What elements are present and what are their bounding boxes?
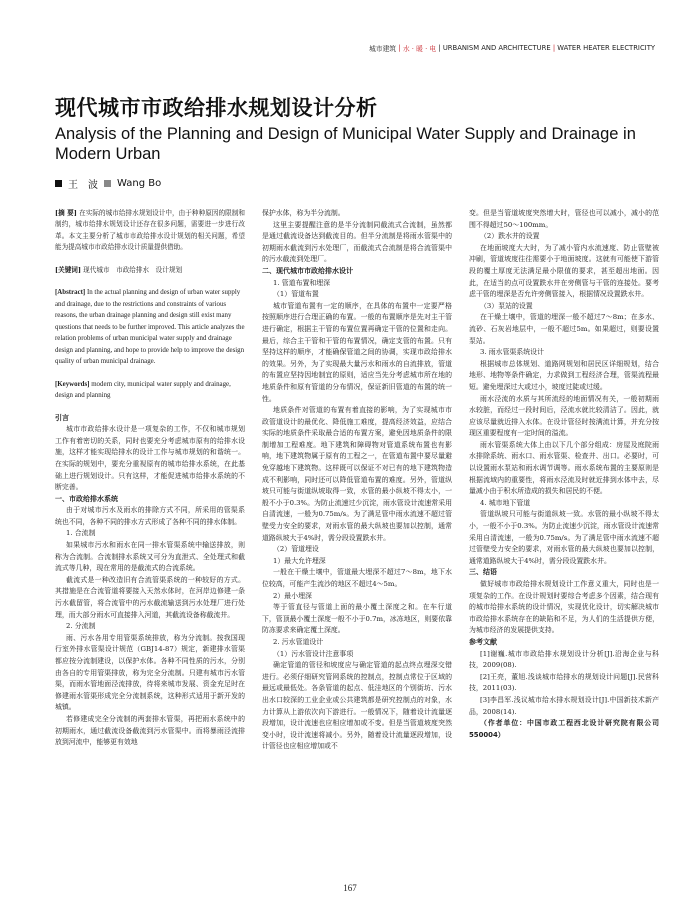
header-sep: |	[552, 44, 556, 52]
header-sep: |	[398, 44, 401, 52]
subsection-heading: 4. 城市地下管道	[480, 498, 531, 507]
subsection-heading: （2）跌水井的设置	[480, 232, 540, 241]
paragraph: 由于对城市污水及雨水的排除方式不同，所采用的管渠系统也不同，各种不同的排水方式形成了各种不同的排水体制。	[55, 506, 245, 526]
subsection-heading: （3）泵站的设置	[480, 301, 533, 310]
article-title-en: Analysis of the Planning and Design of Municipal Water Supply and Drainage in Modern Urban	[55, 125, 636, 163]
running-header	[345, 41, 655, 55]
section-heading: 二、现代城市市政给排水设计	[262, 266, 353, 275]
keywords-en-label: [Keywords]	[55, 380, 90, 388]
paragraph: 雨水泾流的水质与其所流经的地面情况有关，一般初期雨水较脏，而经过一段时间后，泾流水就比较清洁了。因此，就应该尽量就近排入水体。在设计管径时按满流计算，并充分按现区重要程度有一定时间的溢流。	[469, 394, 659, 438]
column-3	[469, 208, 659, 741]
abstract-en-text: In the actual planning and design of urban water supply and drainage, due to the restrictions and constraints of various reasons, the urban drainage planning and design still exist many questions that needs to be further improved. This article analyzes the relation problems of urban municipal water supply and drainage design and planning, and hope to provide help to improve the design quality of urban municipal drainage.	[55, 289, 245, 366]
author-affiliation: （作者单位：中国市政工程西北设计研究院有限公司 550004）	[469, 719, 659, 739]
paragraph: 一般在干燥土壤中，管道最大埋深不超过7～8m，地下水位较高，可能产生流沙的地区不超过4～5m。	[262, 568, 452, 588]
paragraph: 雨、污水各用专用管渠系统排放，称为分流制。按我国现行室外排水管渠设计规范（GBJ14-87）规定，新建排水管渠都应按分流制建设，以保护水体。各种不同性质的污水，分别由各自的专用管渠排放，称为完全分流制。只建有城市污水管渠，而雨水管地面泾流排放，待将来城市发展、资金充足时在修建雨水管渠形成完全分流制系统，这种形式适用于新开发的城镇。	[55, 633, 245, 712]
keywords-cn-text: 现代城市 市政给排水 设计规划	[83, 265, 183, 274]
column-1	[55, 208, 245, 749]
paragraph: 1）最大允许埋深	[273, 556, 326, 565]
subsection-heading: 1. 合流制	[66, 529, 96, 538]
header-sep: |	[438, 44, 441, 52]
paragraph: 根据城市总体规划、道路网规划和居民区详细规划，结合地形、地物等条件确定，力求做到工程经济合理，管渠流程最短。避免埋深过大或过小，坡度过陡或过缓。	[469, 359, 659, 391]
article-title-cn: 现代城市市政给排水规划设计分析	[55, 96, 378, 120]
abstract-en	[55, 287, 245, 368]
author-name-en: Wang Bo	[117, 178, 162, 189]
square-bullet-icon	[104, 180, 111, 187]
paragraph: 城市管道布置有一定的顺序，在具体的布置中一定要严格按照顺序进行合理正确的布置。一般的布置顺序是先对主干管进行确定，根据主干管的布置位置再确定干管的位置和走向。最后，综合主干管和干管的布置情况，确定支管的布置。只有坚持这样的顺序，才能确保管道之间的协调，实现市政给排水的效果。另外，为了实现最大量污水和雨水的自流排放，管道的布置应坚持因地制宜的原则，适应当先分考虑城市所在地的地质条件和原有管道的分布情况，保证新旧管道的布置的统一性。	[262, 301, 452, 403]
keywords-cn-label: [关键词]	[55, 265, 82, 274]
paragraph: 等于管直径与管道上面的最小覆土深度之和。在车行道下，管顶最小覆土深度一般不小于0.7m，冰冻地区，则要依靠防冻要求来确定覆土深度。	[262, 603, 452, 635]
author-name-cn: 王 波	[68, 180, 98, 191]
paragraph: 变。但是当管道坡度突然增大时，管径也可以减小，减小的范围不得超过50～100mm。	[469, 209, 659, 229]
keywords-cn	[55, 265, 245, 276]
header-journal-en: URBANISM AND ARCHITECTURE	[442, 44, 551, 52]
header-category-en: WATER HEATER ELECTRICITY	[557, 44, 655, 52]
paragraph: 雨水管渠系统大体上由以下几个部分组成：房屋及庭院雨水排除系统、雨水口、雨水管渠、检查井、出口。必要时，可以设置雨水泵站和雨水调节调等。雨水系统布置的主要原则是根据流域内的重要性，将雨水泾流及时就近排到水体中去，尽量减小由于积水所造成的损失和居民的不便。	[469, 440, 659, 496]
square-bullet-icon	[55, 180, 62, 187]
paragraph: 2）最小埋深	[273, 591, 312, 600]
subsection-heading: 2. 分流制	[66, 622, 96, 631]
paragraph: 地质条件对管道的布置有着直接的影响，为了实现城市市政管道设计的最优化、降低施工难度，提高经济效益，应结合实际的地质条件采取最合适的布置方案，避免因地质条件的限制增加工程难度。地下建筑和障碍物对管道系统布置也有影响，地下建筑物属于原有的工程之一，在管道布置中要尽量避免穿越地下建筑物。这样既可以保证不对已有的地下建筑物造成不利影响，同时还可以降低管道布置的难度。另外，管道纵坡只可能与街道纵坡取得一致，水管的最小纵坡不得太小，一般不小于0.3%。为防止流速过少沉淀，雨水管设计流速常采用自清流速，一般为0.75m/s。为了满足管中雨水流速不超过管壁受力安全的要求，对雨水管的最大纵坡也要加以控制，通常道路纵坡大于4%时，需分段设置跌水井。	[262, 406, 452, 542]
subsection-heading: （1）污水管设计注意事项	[273, 649, 354, 658]
reference-item: [1]谢巍.城市市政给排水规划设计分析[J].沿海企业与科技，2009(08).	[469, 649, 659, 670]
abstract-cn-label: [摘 要]	[55, 209, 77, 217]
subsection-heading: （2）管道埋设	[273, 545, 319, 554]
paragraph: 做好城市市政给排水规划设计工作意义重大，同时也是一项复杂的工作。在设计规划时要综合考虑多个因素，结合现有的城市给排水系统的设计情况，实现优化设计，切实解决城市市政给排水系统存在的缺陷和不足，为人们的生活提供方便，为城市经济的发展提供支持。	[469, 580, 659, 635]
author-line	[55, 176, 161, 191]
references-heading: 参考文献	[469, 637, 497, 646]
header-category: 水 · 暖 · 电	[402, 45, 437, 53]
subsection-heading: 2. 污水管道设计	[273, 637, 324, 646]
section-heading: 三、结语	[469, 568, 497, 577]
page-number: 167	[343, 883, 357, 893]
paragraph: 在地面坡度大大时，为了减小管内水流速度、防止管壁被冲刷，管道坡度往往需要小于地面坡度。这就有可能使下游管段的覆土厚度无法满足最小限值的要求，甚至超出地面。因此，在适当的点可设置跌水井在旁侧管与干管的连接处。要考虑干管的埋深是否允许旁侧管接入，根据情况设置跌水井。	[469, 243, 659, 299]
keywords-en	[55, 379, 245, 402]
reference-item: [3]李昌军.浅议城市给水排水规划设计[J].中国新技术新产品，2008(14).	[469, 695, 659, 716]
paragraph: 截流式是一种改造旧有合流管渠系统的一种较好的方式。其措施是在合流管道将要接入天然水体时，在河岸边修建一条污水截留管，将合流管中的污水截流输送到污水处理厂进行处理，而大部分雨水可直接排入河道，其截流设备称截流井。	[55, 575, 245, 619]
subsection-heading: 1. 管道布置和埋深	[273, 278, 331, 287]
paragraph: 若修建成完全分流制的两套排水管渠，再把雨水系统中的初期雨水，通过截流设备截流到污水管渠中。而将暴雨泾流排放到河流中，能够更有效地	[55, 714, 245, 747]
subsection-heading: 3. 雨水管渠系统设计	[480, 348, 544, 357]
subsection-heading: （1）管道布置	[273, 290, 319, 299]
paragraph: 确定管道的管径和坡度应与确定管道的起点终点埋深交错进行。必须仔细研究管网系统的控制点，控制点常位于区域的最远或最低处。各条管道的起点、低洼地区的个别街坊、污水出水口较深的工业企业或公共建筑都是研究控制点的对象，水力计算从上游依次向下游进行。一般情况下，随着设计流量逐段增加，设计流速也应相应增加或不变。但是当管道坡度突然变小时，设计流速将减小。另外，随着设计流量逐段增加，设计管径也应相应增加或不	[262, 661, 452, 751]
paragraph: 如果城市污水和雨水在同一排水管渠系统中输送排放，则称为合流制。合流制排水系统又可分为直泄式、全处理式和截流式等几种，现在常用的是截流式的合流系统。	[55, 541, 245, 573]
keywords-en-text: modern city, municipal water supply and drainage, design and planning	[55, 380, 231, 400]
column-2	[262, 208, 452, 753]
abstract-en-label: [Abstract]	[55, 289, 86, 297]
intro-heading: 引言	[55, 413, 69, 422]
abstract-cn-text: 在实际的城市给排水规划设计中，由于种种原因的限制和制约，城市给排水规划设计还存在很多问题，需要进一步进行改革。本文主要分析了城市市政给排水设计规划的相关问题，希望能为提高城市市政给排水设计质量提供借助。	[55, 209, 245, 252]
abstract-cn	[55, 208, 245, 254]
section-heading: 一、市政给排水系统	[55, 494, 118, 503]
paragraph: 保护水体，称为半分流制。	[262, 209, 345, 217]
reference-item: [2]王亮，董旭.浅谈城市给排水的规划设计问题[J].民营科技，2011(03).	[469, 672, 659, 693]
paragraph: 在干燥土壤中，管道的埋深一般不超过7～8m；在多水、流砂、石灰岩地层中，一般不超过5m。如果超过，则要设置泵站。	[469, 313, 659, 345]
paragraph: 城市市政给排水设计是一项复杂的工作，不仅和城市规划工作有着密切的关系，同时也要充分考虑城市原有的给排水设施，这样才能实现给排水的设计工作与城市规划的和谐统一。在实际的规划中，要充分重视原有的城市给排水系统，在此基础上进行规划设计。只有这样，才能促进城市给排水系统的不断完善。	[55, 425, 245, 492]
paragraph: 这里主要提醒注意的是半分流制同截流式合流制，虽然都是通过截流设备达到截流目的。但半分流制是将雨水管渠中的初期雨水截流到污水处理厂，而截流式合流制是将合流管渠中的污水截流到处理厂。	[262, 220, 452, 264]
header-section: 城市建筑	[369, 45, 397, 53]
paragraph: 管道纵坡只可能与街道纵坡一致。水管的最小纵坡不得太小，一般不小于0.3%。为防止流速少沉淀，雨水管设计流速常采用自清流速，一般为0.75m/s。为了满足管中雨水流速不超过管壁受力安全的要求，对雨水管的最大纵坡也要加以控制，通常道路纵坡大于4%时，需分段设置跌水井。	[469, 510, 659, 565]
